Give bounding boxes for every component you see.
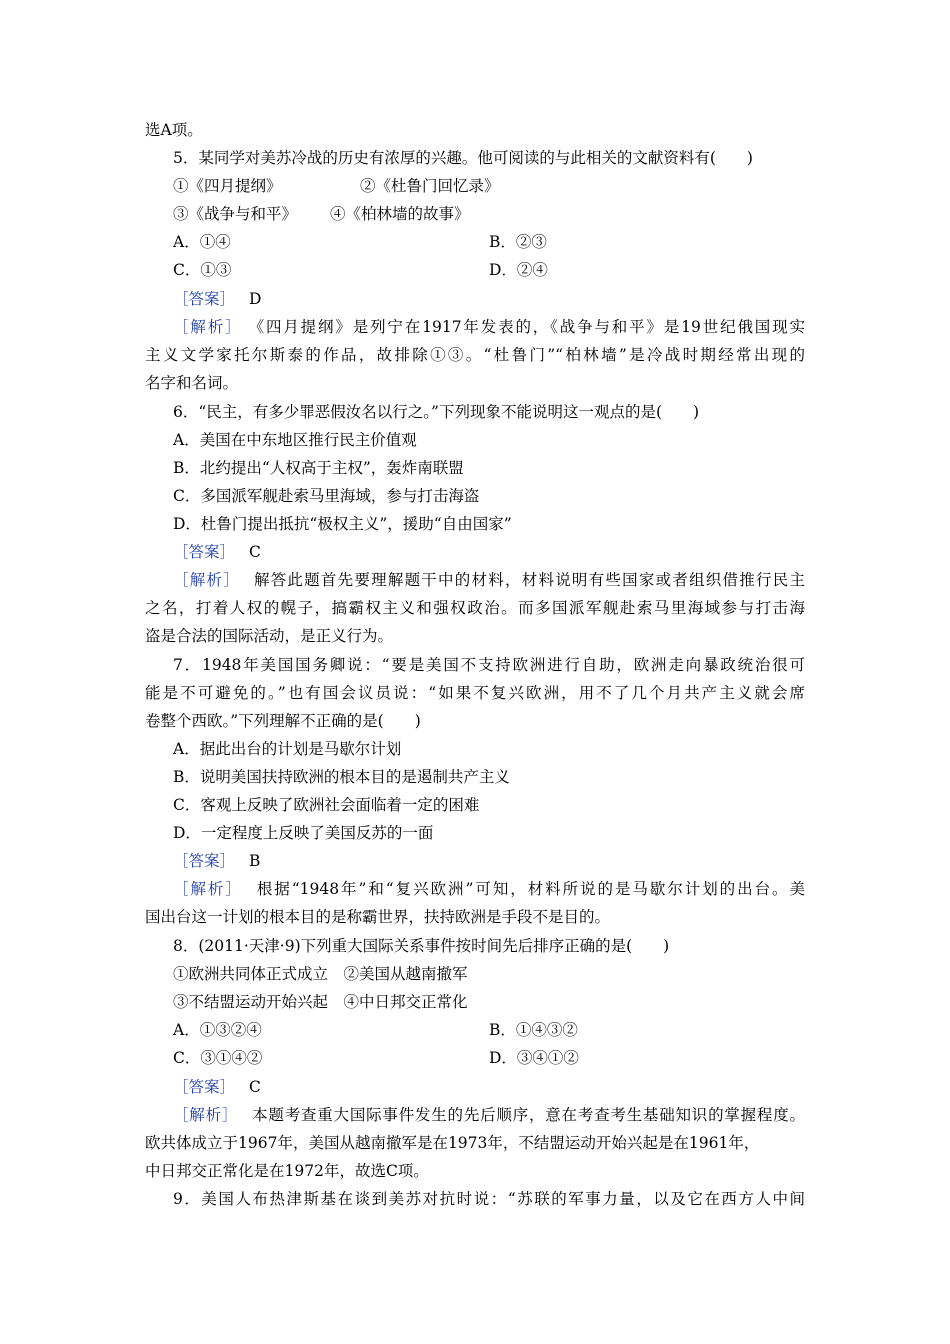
q5-analysis-text-1: 《四月提纲》是列宁在1917年发表的，《战争与和平》是19世纪俄国现实 <box>256 318 805 336</box>
q6-option-a: A．美国在中东地区推行民主价值观 <box>173 431 417 449</box>
q5-option-d: D．②④ <box>489 261 548 279</box>
q6-analysis-line-2: 之名，打着人权的幌子，搞霸权主义和强权政治。而多国派军舰赴索马里海域参与打击海 <box>145 599 805 617</box>
q6-analysis-line-3: 盗是合法的国际活动，是正义行为。 <box>145 627 394 645</box>
q5-item-3: ③《战争与和平》 <box>173 205 298 223</box>
q7-stem-line-1: 7．1948年美国国务卿说：“要是美国不支持欧洲进行自助，欧洲走向暴政统治很可 <box>173 656 805 674</box>
q6-stem: 6．“民主，有多少罪恶假汝名以行之。”下列现象不能说明这一观点的是( ) <box>173 403 700 421</box>
q8-option-c: C．③①④② <box>173 1049 263 1067</box>
q7-option-d: D．一定程度上反映了美国反苏的一面 <box>173 824 434 842</box>
q5-analysis-line-2: 主义文学家托尔斯泰的作品，故排除①③。“杜鲁门”“柏林墙”是冷战时期经常出现的 <box>145 346 805 364</box>
q7-analysis-tag: ［解析］ <box>173 880 243 898</box>
prev-answer-tail: 选A项。 <box>145 121 203 139</box>
q5-answer: D <box>249 290 262 308</box>
q6-analysis-line-1 <box>173 570 805 590</box>
q7-answer: B <box>249 852 261 870</box>
q5-answer-line <box>173 289 261 309</box>
q7-answer-line <box>173 851 260 871</box>
q6-option-d: D．杜鲁门提出抵抗“极权主义”，援助“自由国家” <box>173 515 512 533</box>
q5-option-c: C．①③ <box>173 261 232 279</box>
q8-stem: 8．(2011·天津·9)下列重大国际关系事件按时间先后排序正确的是( ) <box>173 937 670 955</box>
q7-answer-tag: ［答案］ <box>173 852 236 870</box>
q6-analysis-text-1: 解答此题首先要理解题干中的材料，材料说明有些国家或者组织借推行民主 <box>253 571 805 589</box>
q7-analysis-line-1 <box>173 879 805 899</box>
q8-answer: C <box>249 1078 261 1096</box>
q8-analysis-line-1 <box>173 1105 805 1125</box>
q8-items-line-2: ③不结盟运动开始兴起 ④中日邦交正常化 <box>173 993 468 1011</box>
q6-analysis-tag: ［解析］ <box>173 571 240 589</box>
q5-stem: 5．某同学对美苏冷战的历史有浓厚的兴趣。他可阅读的与此相关的文献资料有( ) <box>173 149 753 167</box>
q5-item-2: ②《杜鲁门回忆录》 <box>360 177 500 195</box>
q6-answer: C <box>249 543 261 561</box>
q5-analysis-line-3: 名字和名词。 <box>145 374 239 392</box>
q5-option-a: A．①④ <box>173 233 231 251</box>
q8-analysis-text-1: 本题考查重大国际事件发生的先后顺序，意在考查考生基础知识的掌握程度。 <box>252 1106 805 1124</box>
q9-stem-line-1: 9．美国人布热津斯基在谈到美苏对抗时说：“苏联的军事力量，以及它在西方人中间 <box>173 1190 805 1208</box>
q8-option-b: B．①④③② <box>489 1021 578 1039</box>
q6-option-b: B．北约提出“人权高于主权”，轰炸南联盟 <box>173 459 464 477</box>
q8-items-line-1: ①欧洲共同体正式成立 ②美国从越南撤军 <box>173 965 468 983</box>
q5-item-1: ①《四月提纲》 <box>173 177 282 195</box>
q8-analysis-line-3: 中日邦交正常化是在1972年，故选C项。 <box>145 1162 429 1180</box>
q5-analysis-tag: ［解析］ <box>173 318 243 336</box>
q6-answer-line <box>173 542 261 562</box>
q5-analysis-line-1 <box>173 317 805 337</box>
q8-analysis-line-2: 欧共体成立于1967年，美国从越南撤军是在1973年，不结盟运动开始兴起是在1961年， <box>145 1134 760 1152</box>
q7-stem-line-3: 卷整个西欧。”下列理解不正确的是( ) <box>145 712 421 730</box>
q7-analysis-line-2: 国出台这一计划的根本目的是称霸世界，扶持欧洲是手段不是目的。 <box>145 908 611 926</box>
q7-option-a: A．据此出台的计划是马歇尔计划 <box>173 740 402 758</box>
q8-answer-tag: ［答案］ <box>173 1078 236 1096</box>
q8-option-d: D．③④①② <box>489 1049 579 1067</box>
q7-stem-line-2: 能是不可避免的。”也有国会议员说：“如果不复兴欧洲，用不了几个月共产主义就会席 <box>145 684 805 702</box>
q8-option-a: A．①③②④ <box>173 1021 262 1039</box>
q7-option-b: B．说明美国扶持欧洲的根本目的是遏制共产主义 <box>173 768 510 786</box>
q5-option-b: B．②③ <box>489 233 547 251</box>
q5-item-4: ④《柏林墙的故事》 <box>330 205 470 223</box>
q5-answer-tag: ［答案］ <box>173 290 236 308</box>
q7-analysis-text-1: 根据“1948年”和“复兴欧洲”可知，材料所说的是马歇尔计划的出台。美 <box>256 880 805 898</box>
q8-answer-line <box>173 1077 261 1097</box>
q6-option-c: C．多国派军舰赴索马里海域，参与打击海盗 <box>173 487 480 505</box>
q8-analysis-tag: ［解析］ <box>173 1106 239 1124</box>
q6-answer-tag: ［答案］ <box>173 543 236 561</box>
q7-option-c: C．客观上反映了欧洲社会面临着一定的困难 <box>173 796 480 814</box>
